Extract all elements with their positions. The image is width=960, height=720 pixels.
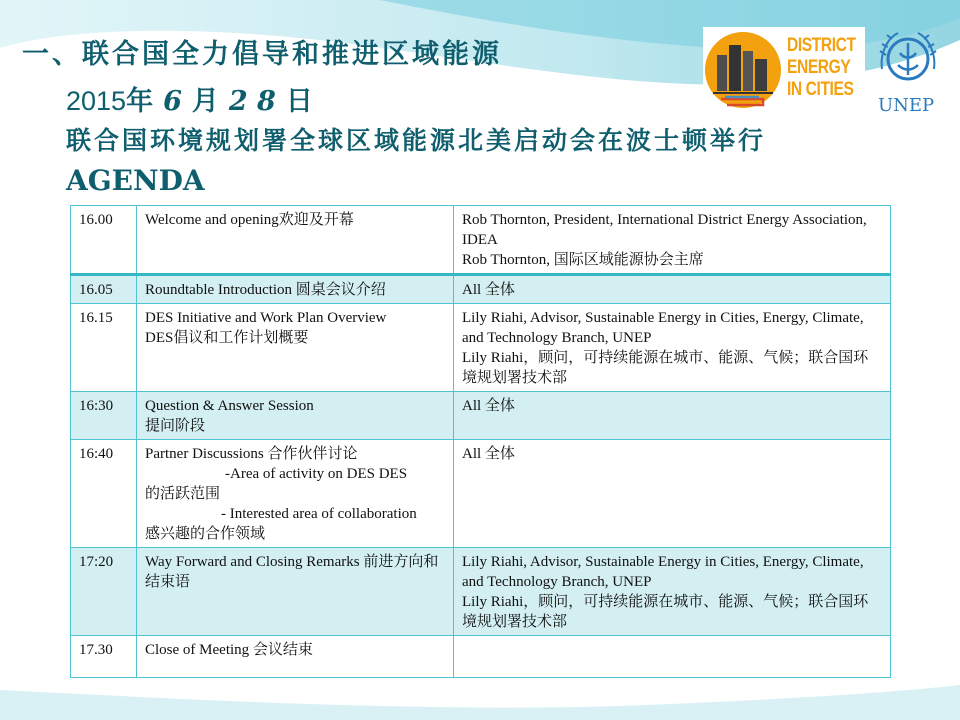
agenda-subitem: 感兴趣的合作领域 bbox=[145, 526, 266, 542]
date-month-char: 月 bbox=[191, 86, 219, 117]
agenda-item bbox=[137, 304, 454, 392]
agenda-subitem: 的活跃范围 bbox=[145, 486, 221, 502]
meeting-subtitle: 联合国环境规划署全球区域能源北美启动会在波士顿举行 bbox=[66, 126, 767, 155]
agenda-item bbox=[137, 392, 454, 440]
agenda-item bbox=[137, 440, 454, 548]
speaker-text: All 全体 bbox=[462, 446, 515, 462]
agenda-item-text: DES Initiative and Work Plan Overview bbox=[145, 310, 387, 326]
date-day-char: 日 bbox=[285, 86, 313, 117]
agenda-item bbox=[137, 548, 454, 636]
date-day: 2 8 bbox=[228, 86, 276, 117]
agenda-table bbox=[70, 205, 891, 678]
agenda-speaker bbox=[454, 304, 891, 392]
agenda-item bbox=[137, 636, 454, 678]
speaker-text: Lily Riahi, Advisor, Sustainable Energy in Cities, Energy, Climate, and Technology Branch, UNEP bbox=[462, 554, 864, 590]
agenda-item bbox=[137, 206, 454, 275]
agenda-time: 16.05 bbox=[71, 275, 137, 304]
speaker-text: Rob Thornton, President, International District Energy Association, IDEA bbox=[462, 212, 867, 248]
speaker-text: Lily Riahi，顾问，可持续能源在城市、能源、气候；联合国环境规划署技术部 bbox=[462, 350, 869, 386]
agenda-row bbox=[71, 304, 891, 392]
slide-title: 一、联合国全力倡导和推进区域能源 bbox=[22, 39, 502, 70]
agenda-item-text: Close of Meeting 会议结束 bbox=[145, 642, 313, 658]
agenda-time: 16:40 bbox=[71, 440, 137, 548]
agenda-row bbox=[71, 548, 891, 636]
agenda-row bbox=[71, 440, 891, 548]
agenda-item-text: 提问阶段 bbox=[145, 418, 206, 434]
speaker-text: Lily Riahi，顾问，可持续能源在城市、能源、气候；联合国环境规划署技术部 bbox=[462, 594, 869, 630]
district-energy-logo bbox=[703, 27, 865, 113]
agenda-subitem: - Interested area of collaboration bbox=[221, 506, 417, 522]
logo-line-1: DISTRICT bbox=[787, 35, 856, 56]
unep-emblem-icon bbox=[872, 25, 944, 95]
meeting-date bbox=[66, 84, 313, 119]
agenda-item bbox=[137, 275, 454, 304]
agenda-item-text: Way Forward and Closing Remarks 前进方向和结束语 bbox=[145, 554, 439, 590]
agenda-row bbox=[71, 275, 891, 304]
date-year: 2015 bbox=[66, 86, 127, 116]
agenda-subitem: -Area of activity on DES DES bbox=[225, 466, 408, 482]
speaker-text: All 全体 bbox=[462, 398, 515, 414]
agenda-time: 16:30 bbox=[71, 392, 137, 440]
agenda-item-text: Welcome and opening欢迎及开幕 bbox=[145, 212, 354, 228]
unep-label: UNEP bbox=[878, 95, 935, 116]
agenda-speaker bbox=[454, 636, 891, 678]
slide-title-block bbox=[22, 38, 767, 197]
agenda-item-text: Partner Discussions 合作伙伴讨论 bbox=[145, 446, 358, 462]
agenda-heading: AGENDA bbox=[66, 164, 205, 197]
agenda-item-text: Question & Answer Session bbox=[145, 398, 314, 414]
agenda-speaker bbox=[454, 206, 891, 275]
speaker-text: Lily Riahi, Advisor, Sustainable Energy in Cities, Energy, Climate, and Technology Branch, UNEP bbox=[462, 310, 864, 346]
logo-line-2: ENERGY bbox=[787, 57, 851, 78]
city-skyline-icon bbox=[703, 27, 783, 113]
date-month: 6 bbox=[163, 86, 182, 117]
unep-logo bbox=[872, 25, 944, 117]
agenda-item-text: Roundtable Introduction 圆桌会议介绍 bbox=[145, 282, 386, 298]
agenda-time: 16.15 bbox=[71, 304, 137, 392]
agenda-speaker bbox=[454, 275, 891, 304]
agenda-speaker bbox=[454, 392, 891, 440]
agenda-time: 17:20 bbox=[71, 548, 137, 636]
agenda-speaker bbox=[454, 440, 891, 548]
logo-line-3: IN CITIES bbox=[787, 79, 854, 100]
agenda-row bbox=[71, 392, 891, 440]
district-energy-text bbox=[787, 35, 856, 101]
agenda-time: 16.00 bbox=[71, 206, 137, 275]
date-year-char: 年 bbox=[126, 86, 154, 117]
agenda-row bbox=[71, 206, 891, 275]
agenda-item-text: DES倡议和工作计划概要 bbox=[145, 330, 309, 346]
speaker-text: All 全体 bbox=[462, 282, 515, 298]
agenda-row bbox=[71, 636, 891, 678]
speaker-text: Rob Thornton, 国际区域能源协会主席 bbox=[462, 252, 704, 268]
agenda-time: 17.30 bbox=[71, 636, 137, 678]
agenda-speaker bbox=[454, 548, 891, 636]
